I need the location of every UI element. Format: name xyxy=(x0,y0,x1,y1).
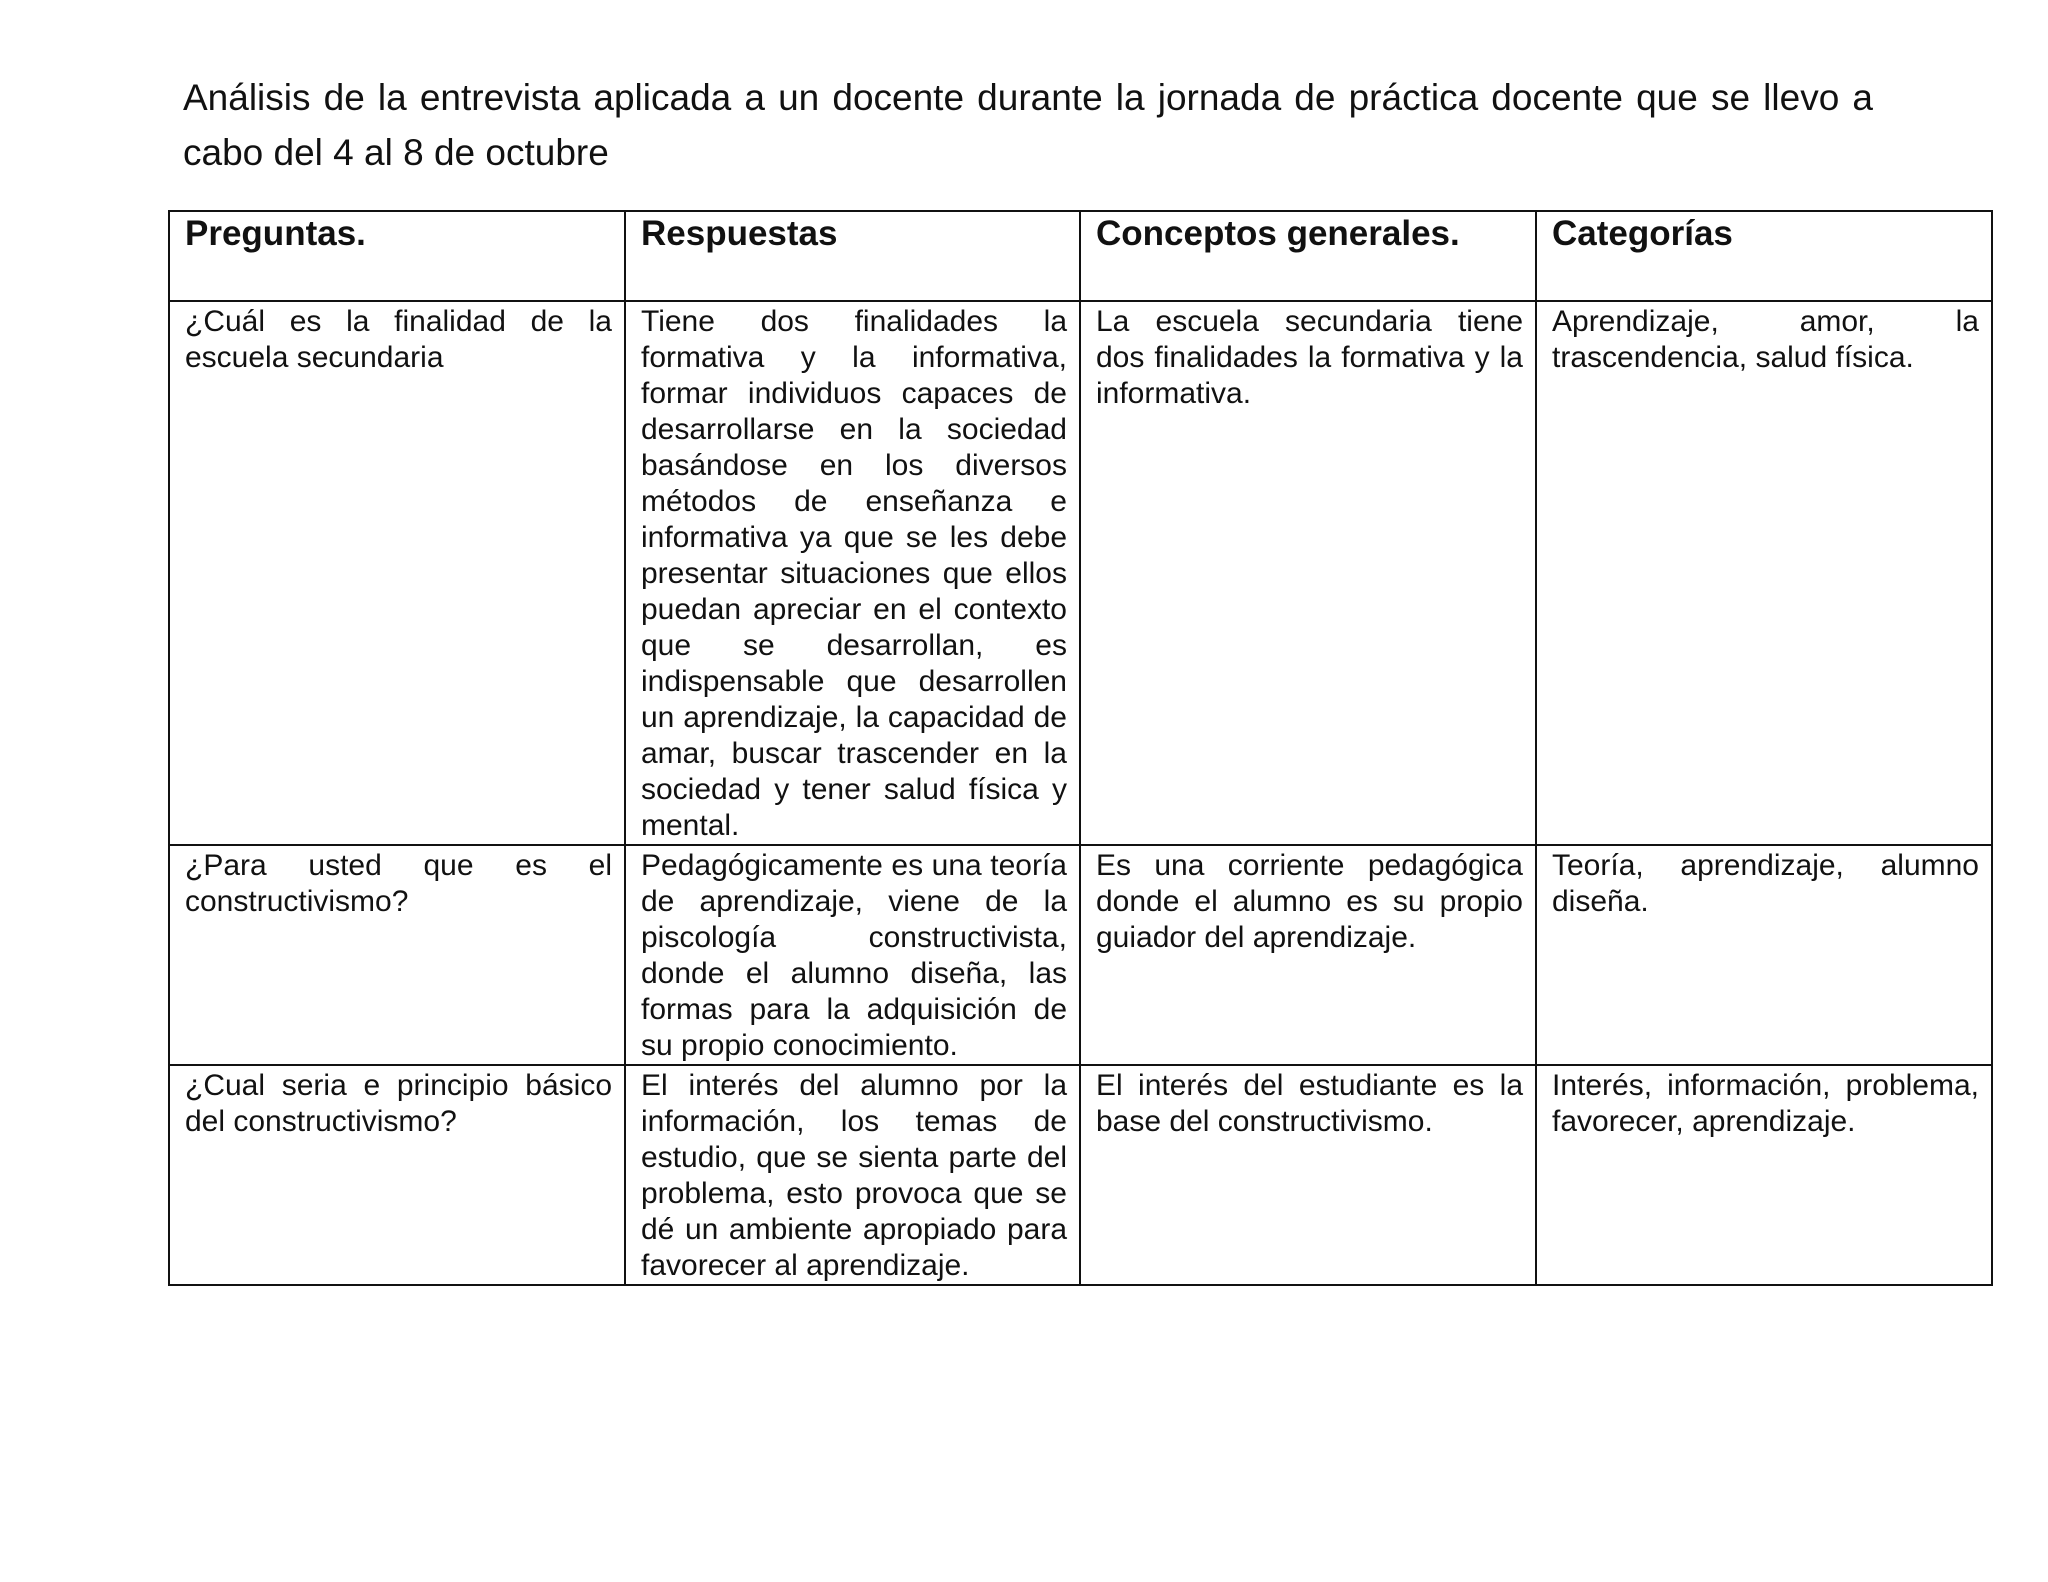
header-conceptos: Conceptos generales. xyxy=(1080,211,1536,301)
cell-respuesta: Tiene dos finalidades la formativa y la informativa, formar individuos capaces de desarrollarse en la sociedad basándose en los diversos métodos de enseñanza e informativa ya que se les debe presentar situaciones que ellos puedan apreciar en el contexto que se desarrollan, es indispensable que desarrollen un aprendizaje, la capacidad de amar, buscar trascender en la sociedad y tener salud física y mental. xyxy=(625,301,1080,845)
header-preguntas: Preguntas. xyxy=(169,211,625,301)
cell-concepto: El interés del estudiante es la base del constructivismo. xyxy=(1080,1065,1536,1285)
cell-respuesta: El interés del alumno por la información, los temas de estudio, que se sienta parte del problema, esto provoca que se dé un ambiente apropiado para favorecer al aprendizaje. xyxy=(625,1065,1080,1285)
cell-categorias: Teoría, aprendizaje, alumno diseña. xyxy=(1536,845,1992,1065)
table-row xyxy=(169,845,1992,1065)
cell-categorias: Interés, información, problema, favorecer, aprendizaje. xyxy=(1536,1065,1992,1285)
cell-categorias: Aprendizaje, amor, la trascendencia, salud física. xyxy=(1536,301,1992,845)
analysis-table xyxy=(168,210,1993,1286)
cell-concepto: Es una corriente pedagógica donde el alumno es su propio guiador del aprendizaje. xyxy=(1080,845,1536,1065)
cell-pregunta: ¿Para usted que es el constructivismo? xyxy=(169,845,625,1065)
header-categorias: Categorías xyxy=(1536,211,1992,301)
table-row xyxy=(169,301,1992,845)
cell-pregunta: ¿Cuál es la finalidad de la escuela secundaria xyxy=(169,301,625,845)
table-header-row xyxy=(169,211,1992,301)
cell-concepto: La escuela secundaria tiene dos finalidades la formativa y la informativa. xyxy=(1080,301,1536,845)
cell-respuesta: Pedagógicamente es una teoría de aprendizaje, viene de la piscología constructivista, donde el alumno diseña, las formas para la adquisición de su propio conocimiento. xyxy=(625,845,1080,1065)
header-respuestas: Respuestas xyxy=(625,211,1080,301)
document-title: Análisis de la entrevista aplicada a un docente durante la jornada de práctica docente que se llevo a cabo del 4 al 8 de octubre xyxy=(183,77,1873,173)
cell-pregunta: ¿Cual seria e principio básico del constructivismo? xyxy=(169,1065,625,1285)
table-row xyxy=(169,1065,1992,1285)
